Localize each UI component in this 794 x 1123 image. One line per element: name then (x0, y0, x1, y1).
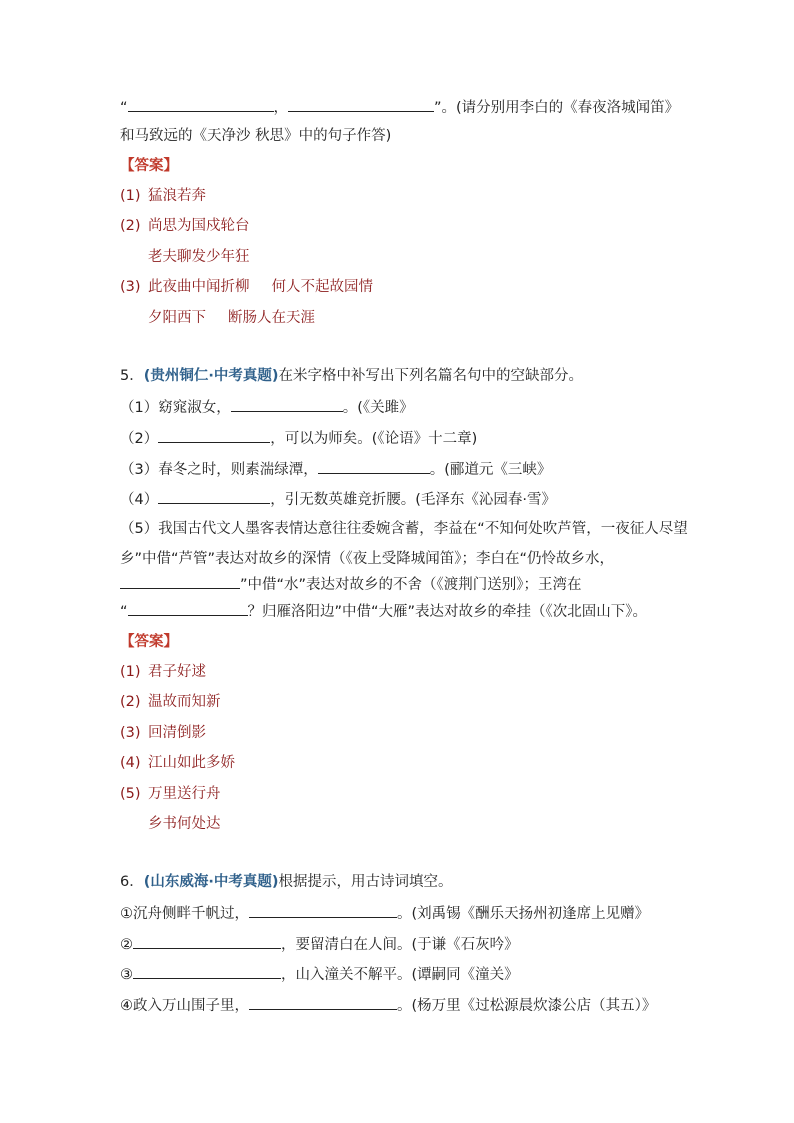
answer-text: 温故而知新 (148, 694, 221, 710)
q5-header (120, 367, 583, 385)
blank[interactable] (231, 397, 343, 412)
item-text: （3）春冬之时，则素湍绿潭， (120, 462, 318, 478)
question-prompt: 根据提示，用古诗词填空。 (278, 874, 453, 890)
open-quote: “ (120, 100, 128, 116)
q5-item-1 (120, 397, 414, 417)
item-text: ，山入潼关不解平。(谭嗣同《潼关》 (281, 967, 519, 983)
answer-text: 此夜曲中闻折柳 (148, 279, 250, 295)
answer-text: 万里送行舟 (148, 786, 221, 802)
answer-item (120, 278, 373, 296)
question-prompt: 在米字格中补写出下列名篇名句中的空缺部分。 (278, 368, 583, 384)
item-text: ？归雁洛阳边”中借“大雁”表达对故乡的牵挂（《次北固山下》。 (247, 604, 648, 620)
item-text: ，要留清白在人间。(于谦《石灰吟》 (281, 937, 519, 953)
blank[interactable] (133, 934, 281, 949)
answer-item (120, 754, 235, 772)
answer-text: 夕阳西下 (148, 310, 206, 326)
q5-item-4 (120, 489, 556, 509)
item-text: （1）窈窕淑女， (120, 400, 231, 416)
item-text: ③ (120, 967, 133, 983)
q5-item-5-line-2: 乡”中借“芦管”表达对故乡的深情（《夜上受降城闻笛》；李白在“仍怜故乡水， (120, 551, 615, 567)
answer-number: (3) (120, 725, 141, 741)
blank[interactable] (128, 97, 274, 112)
blank[interactable] (158, 489, 270, 504)
answer-text: 君子好逑 (148, 664, 206, 680)
answer-text: 乡书何处达 (148, 816, 221, 832)
blank[interactable] (288, 97, 434, 112)
answer-item (120, 785, 221, 803)
answer-number: (2) (120, 694, 141, 710)
item-text: （2） (120, 431, 159, 447)
answer-item (148, 248, 250, 266)
item-text: ①沉舟侧畔千帆过， (120, 906, 249, 922)
item-text: ”中借“水”表达对故乡的不舍（《渡荆门送别》；王湾在 (240, 577, 582, 593)
item-text: 。(刘禹锡《酬乐天扬州初逢席上见赠》 (397, 906, 650, 922)
q6-header (120, 873, 453, 891)
item-text: 。(《关雎》 (342, 400, 414, 416)
answer-text: 回清倒影 (148, 725, 206, 741)
answer-item (120, 724, 206, 742)
item-text: ④政入万山围子里， (120, 998, 249, 1014)
blank[interactable] (128, 601, 248, 616)
answer-number: (1) (120, 664, 141, 680)
item-text: ，引无数英雄竞折腰。(毛泽东《沁园春·雪》 (270, 492, 556, 508)
item-text: “ (120, 604, 128, 620)
q5-item-5-line-1: （5）我国古代文人墨客表情达意往往委婉含蓄，李益在“不知何处吹芦管，一夜征人尽望 (120, 521, 688, 537)
question-source: (山东威海·中考真题) (143, 874, 279, 890)
answer-number: (1) (120, 188, 141, 204)
answer-item (148, 815, 221, 833)
q6-item-2 (120, 934, 519, 954)
answer-text: 江山如此多娇 (148, 755, 235, 771)
q5-item-5-line-4 (120, 601, 647, 621)
answer-text: 老夫聊发少年狂 (148, 249, 250, 265)
answer-number: (2) (120, 218, 141, 234)
answer-label: 【答案】 (120, 634, 178, 650)
answer-number: (5) (120, 786, 141, 802)
blank[interactable] (249, 903, 397, 918)
item-text: 。(郦道元《三峡》 (429, 462, 552, 478)
q5-item-3 (120, 459, 551, 479)
answer-text: 尚思为国戍轮台 (148, 218, 250, 234)
blank[interactable] (318, 459, 430, 474)
question-number: 6． (120, 874, 144, 890)
answer-item (120, 187, 206, 205)
answer-text: 断肠人在天涯 (228, 310, 315, 326)
answer-item (120, 217, 250, 235)
q5-item-2 (120, 428, 477, 448)
item-text: 。(杨万里《过松源晨炊漆公店（其五）》 (397, 998, 657, 1014)
q6-item-1 (120, 903, 649, 923)
answer-number: (4) (120, 755, 141, 771)
answer-item (120, 663, 206, 681)
question-number: 5． (120, 368, 144, 384)
item-text: （4） (120, 492, 159, 508)
q4-fill-line-2: 和马致远的《天净沙 秋思》中的句子作答) (120, 128, 392, 144)
answer-text: 猛浪若奔 (148, 188, 206, 204)
comma: ， (273, 100, 289, 116)
blank[interactable] (249, 995, 397, 1010)
answer-label: 【答案】 (120, 158, 178, 174)
answer-text: 何人不起故园情 (271, 279, 373, 295)
q6-item-3 (120, 964, 519, 984)
answer-item (120, 693, 221, 711)
question-source: (贵州铜仁·中考真题) (143, 368, 279, 384)
item-text: ，可以为师矣。(《论语》十二章) (270, 431, 478, 447)
q4-instruction: ”。(请分别用李白的《春夜洛城闻笛》 (434, 100, 680, 116)
item-text: ② (120, 937, 133, 953)
blank[interactable] (120, 574, 240, 589)
q6-item-4 (120, 995, 656, 1015)
answer-number: (3) (120, 279, 141, 295)
q5-item-5-line-3 (120, 574, 582, 594)
answer-item (148, 309, 315, 327)
q4-fill-line-1 (120, 97, 679, 117)
blank[interactable] (133, 964, 281, 979)
blank[interactable] (158, 428, 270, 443)
